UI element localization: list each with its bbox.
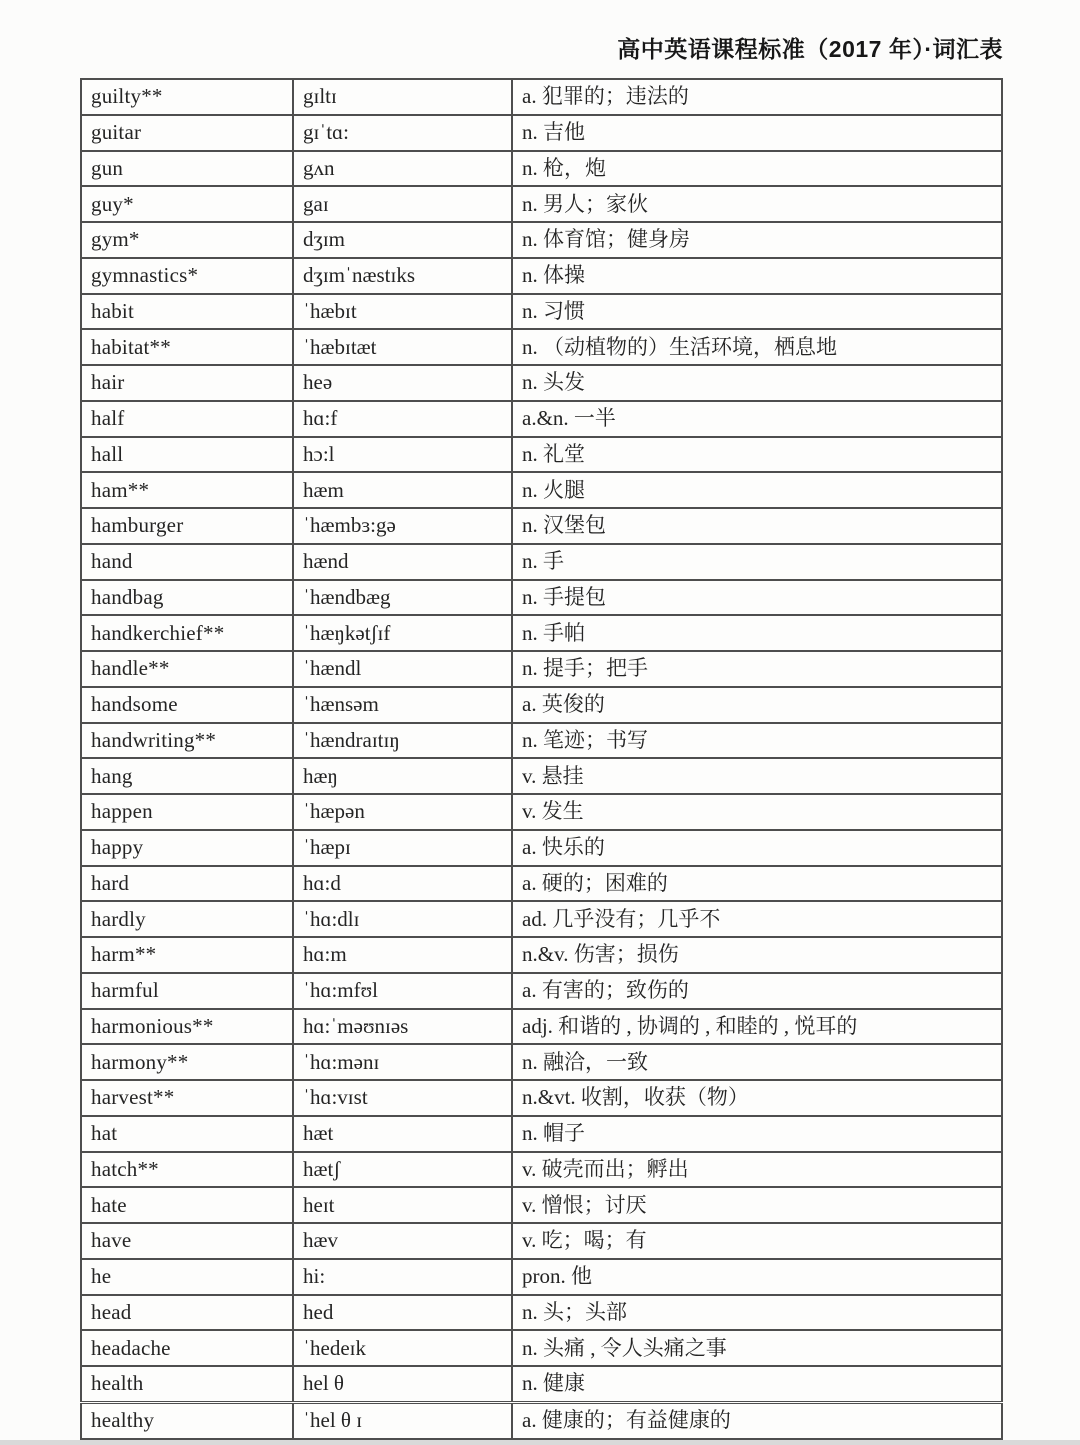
table-row <box>81 508 1002 544</box>
word-cell: guy* <box>81 186 293 222</box>
table-row <box>81 580 1002 616</box>
word-cell: happy <box>81 830 293 866</box>
table-row <box>81 1009 1002 1045</box>
table-row <box>81 79 1002 115</box>
word-cell: guitar <box>81 115 293 151</box>
definition-cell: v. 悬挂 <box>512 758 1002 794</box>
phonetic-cell: hed <box>293 1295 512 1331</box>
word-cell: harmonious** <box>81 1009 293 1045</box>
phonetic-cell: ˈhæpən <box>293 794 512 830</box>
table-row <box>81 973 1002 1009</box>
phonetic-cell: hæŋ <box>293 758 512 794</box>
definition-cell: a. 快乐的 <box>512 830 1002 866</box>
definition-cell: n. 体操 <box>512 258 1002 294</box>
word-cell: hat <box>81 1116 293 1152</box>
definition-cell: v. 发生 <box>512 794 1002 830</box>
phonetic-cell: gɪˈtɑ: <box>293 115 512 151</box>
phonetic-cell: ˈhel θ ɪ <box>293 1402 512 1439</box>
word-cell: half <box>81 401 293 437</box>
definition-cell: n. 习惯 <box>512 294 1002 330</box>
definition-cell: n. 体育馆；健身房 <box>512 222 1002 258</box>
phonetic-cell: hæt <box>293 1116 512 1152</box>
table-row <box>81 687 1002 723</box>
table-row <box>81 1366 1002 1402</box>
definition-cell: a. 硬的；困难的 <box>512 866 1002 902</box>
word-cell: hair <box>81 365 293 401</box>
table-row <box>81 1295 1002 1331</box>
definition-cell: n.&v. 伤害；损伤 <box>512 937 1002 973</box>
phonetic-cell: hɑ:m <box>293 937 512 973</box>
table-row <box>81 222 1002 258</box>
table-row <box>81 1187 1002 1223</box>
table-row <box>81 437 1002 473</box>
word-cell: handsome <box>81 687 293 723</box>
definition-cell: n. 男人；家伙 <box>512 186 1002 222</box>
table-row <box>81 329 1002 365</box>
phonetic-cell: ˈhɑ:vɪst <box>293 1080 512 1116</box>
definition-cell: n. 融洽，一致 <box>512 1044 1002 1080</box>
word-cell: habitat** <box>81 329 293 365</box>
phonetic-cell: hɑ:ˈməʊnɪəs <box>293 1009 512 1045</box>
phonetic-cell: ˈhændbæg <box>293 580 512 616</box>
phonetic-cell: ˈhænsəm <box>293 687 512 723</box>
phonetic-cell: hæv <box>293 1223 512 1259</box>
phonetic-cell: ˈhæbɪt <box>293 294 512 330</box>
definition-cell: n. 火腿 <box>512 472 1002 508</box>
definition-cell: a. 有害的；致伤的 <box>512 973 1002 1009</box>
phonetic-cell: ˈhændraɪtɪŋ <box>293 723 512 759</box>
table-row <box>81 901 1002 937</box>
word-cell: healthy <box>81 1402 293 1439</box>
word-cell: hand <box>81 544 293 580</box>
table-row <box>81 651 1002 687</box>
table-row <box>81 1044 1002 1080</box>
table-row <box>81 830 1002 866</box>
phonetic-cell: hæm <box>293 472 512 508</box>
word-cell: handbag <box>81 580 293 616</box>
phonetic-cell: ˈhɑ:mənɪ <box>293 1044 512 1080</box>
word-cell: habit <box>81 294 293 330</box>
word-cell: handkerchief** <box>81 615 293 651</box>
table-row <box>81 544 1002 580</box>
definition-cell: n. 帽子 <box>512 1116 1002 1152</box>
table-row <box>81 723 1002 759</box>
table-row <box>81 186 1002 222</box>
table-row <box>81 365 1002 401</box>
word-cell: hate <box>81 1187 293 1223</box>
definition-cell: n. 手 <box>512 544 1002 580</box>
phonetic-cell: ˈhændl <box>293 651 512 687</box>
word-cell: hang <box>81 758 293 794</box>
word-cell: harmful <box>81 973 293 1009</box>
word-cell: hardly <box>81 901 293 937</box>
phonetic-cell: ˈhɑ:mfʊl <box>293 973 512 1009</box>
definition-cell: n. （动植物的）生活环境，栖息地 <box>512 329 1002 365</box>
table-row <box>81 401 1002 437</box>
definition-cell: v. 吃；喝；有 <box>512 1223 1002 1259</box>
definition-cell: a.&n. 一半 <box>512 401 1002 437</box>
definition-cell: v. 憎恨；讨厌 <box>512 1187 1002 1223</box>
phonetic-cell: heɪt <box>293 1187 512 1223</box>
table-row <box>81 866 1002 902</box>
table-row <box>81 1330 1002 1366</box>
phonetic-cell: heə <box>293 365 512 401</box>
definition-cell: n.&vt. 收割，收获（物） <box>512 1080 1002 1116</box>
word-cell: hamburger <box>81 508 293 544</box>
definition-cell: n. 吉他 <box>512 115 1002 151</box>
definition-cell: a. 英俊的 <box>512 687 1002 723</box>
word-cell: he <box>81 1259 293 1295</box>
phonetic-cell: gʌn <box>293 151 512 187</box>
phonetic-cell: dʒɪm <box>293 222 512 258</box>
definition-cell: n. 手提包 <box>512 580 1002 616</box>
word-cell: hatch** <box>81 1152 293 1188</box>
table-row <box>81 937 1002 973</box>
phonetic-cell: gɪltɪ <box>293 79 512 115</box>
word-cell: harmony** <box>81 1044 293 1080</box>
word-cell: gym* <box>81 222 293 258</box>
word-cell: harvest** <box>81 1080 293 1116</box>
phonetic-cell: hi: <box>293 1259 512 1295</box>
word-cell: ham** <box>81 472 293 508</box>
word-cell: gymnastics* <box>81 258 293 294</box>
page-title: 高中英语课程标准（2017 年）·词汇表 <box>617 36 1003 62</box>
table-row <box>81 1116 1002 1152</box>
definition-cell: ad. 几乎没有；几乎不 <box>512 901 1002 937</box>
page-bottom-edge <box>0 1440 1080 1445</box>
table-row <box>81 294 1002 330</box>
word-cell: hall <box>81 437 293 473</box>
definition-cell: n. 礼堂 <box>512 437 1002 473</box>
table-row <box>81 151 1002 187</box>
phonetic-cell: hɑ:f <box>293 401 512 437</box>
table-row <box>81 758 1002 794</box>
definition-cell: n. 提手；把手 <box>512 651 1002 687</box>
definition-cell: adj. 和谐的 , 协调的 , 和睦的 , 悦耳的 <box>512 1009 1002 1045</box>
word-cell: have <box>81 1223 293 1259</box>
phonetic-cell: ˈhæbɪtæt <box>293 329 512 365</box>
definition-cell: a. 健康的；有益健康的 <box>512 1402 1002 1439</box>
table-row <box>81 615 1002 651</box>
word-cell: gun <box>81 151 293 187</box>
phonetic-cell: ˈhedeɪk <box>293 1330 512 1366</box>
word-cell: guilty** <box>81 79 293 115</box>
table-row <box>81 794 1002 830</box>
phonetic-cell: hel θ <box>293 1366 512 1402</box>
phonetic-cell: ˈhæmbɜ:gə <box>293 508 512 544</box>
word-cell: hard <box>81 866 293 902</box>
word-cell: head <box>81 1295 293 1331</box>
word-cell: health <box>81 1366 293 1402</box>
phonetic-cell: hɔ:l <box>293 437 512 473</box>
definition-cell: n. 枪，炮 <box>512 151 1002 187</box>
definition-cell: a. 犯罪的；违法的 <box>512 79 1002 115</box>
definition-cell: n. 头痛 , 令人头痛之事 <box>512 1330 1002 1366</box>
phonetic-cell: gaɪ <box>293 186 512 222</box>
definition-cell: n. 健康 <box>512 1366 1002 1402</box>
table-row <box>81 1402 1002 1439</box>
vocabulary-table <box>80 78 1003 1440</box>
table-row <box>81 1152 1002 1188</box>
phonetic-cell: dʒɪmˈnæstɪks <box>293 258 512 294</box>
definition-cell: n. 笔迹；书写 <box>512 723 1002 759</box>
definition-cell: n. 汉堡包 <box>512 508 1002 544</box>
definition-cell: n. 头；头部 <box>512 1295 1002 1331</box>
word-cell: handwriting** <box>81 723 293 759</box>
phonetic-cell: hætʃ <box>293 1152 512 1188</box>
definition-cell: v. 破壳而出；孵出 <box>512 1152 1002 1188</box>
phonetic-cell: ˈhɑ:dlɪ <box>293 901 512 937</box>
table-row <box>81 115 1002 151</box>
table-row <box>81 1223 1002 1259</box>
table-row <box>81 258 1002 294</box>
phonetic-cell: ˈhæpɪ <box>293 830 512 866</box>
definition-cell: n. 头发 <box>512 365 1002 401</box>
definition-cell: pron. 他 <box>512 1259 1002 1295</box>
word-cell: headache <box>81 1330 293 1366</box>
table-row <box>81 1259 1002 1295</box>
definition-cell: n. 手帕 <box>512 615 1002 651</box>
word-cell: harm** <box>81 937 293 973</box>
table-row <box>81 472 1002 508</box>
phonetic-cell: hɑ:d <box>293 866 512 902</box>
word-cell: handle** <box>81 651 293 687</box>
table-row <box>81 1080 1002 1116</box>
phonetic-cell: hænd <box>293 544 512 580</box>
word-cell: happen <box>81 794 293 830</box>
phonetic-cell: ˈhæŋkətʃɪf <box>293 615 512 651</box>
